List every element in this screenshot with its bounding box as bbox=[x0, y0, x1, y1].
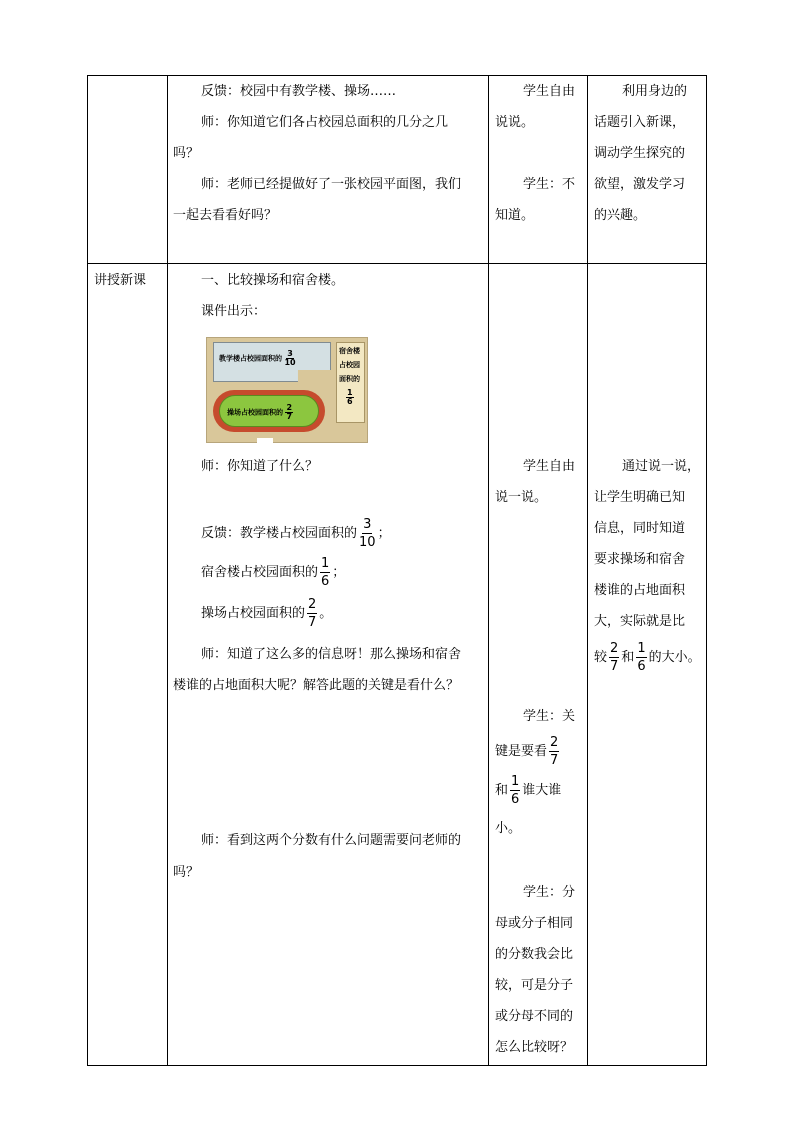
student-key-point: 学生：关 bbox=[523, 709, 576, 724]
intent-line: 要求操场和宿舍 bbox=[594, 552, 686, 567]
intent-line: 话题引入新课， bbox=[594, 115, 686, 130]
field-fraction: $\frac{2}{7}$ bbox=[286, 403, 293, 421]
teacher-question-3: 师：知道了这么多的信息呀！那么操场和宿舍 bbox=[201, 647, 462, 662]
feedback-field: 操场占校园面积的 $\frac{2}{7}$ 。 bbox=[201, 597, 333, 630]
teacher-question-cont: 吗？ bbox=[173, 146, 200, 161]
intent-line: 的兴趣。 bbox=[594, 208, 647, 223]
intent-line: 欲望，激发学习 bbox=[594, 177, 686, 192]
fraction-1-6: $\frac{1}{6}$ bbox=[321, 556, 330, 589]
teacher-question: 师：你知道它们各占校园总面积的几分之几 bbox=[201, 115, 449, 130]
courseware-label: 课件出示： bbox=[201, 304, 267, 319]
fraction-1-6: $\frac{1}{6}$ bbox=[511, 774, 520, 807]
intent-line: 让学生明确已知 bbox=[594, 490, 686, 505]
dorm-label-line: 面积的 bbox=[339, 375, 360, 383]
campus-map-image bbox=[206, 337, 368, 443]
student-question-cont: 的分数我会比 bbox=[495, 947, 574, 962]
student-response-cont: 说说。 bbox=[495, 115, 535, 130]
intent-line: 调动学生探究的 bbox=[594, 146, 686, 161]
student-question-cont: 怎么比较呀？ bbox=[495, 1040, 574, 1055]
fraction-3-10: $\frac{3}{10}$ bbox=[359, 517, 376, 550]
table-top-border bbox=[87, 75, 707, 76]
teacher-question-2: 师：你知道了什么？ bbox=[201, 459, 319, 474]
student-key-point-cont: 和 $\frac{1}{6}$ 谁大谁 bbox=[495, 774, 562, 807]
section-heading: 一、比较操场和宿舍楼。 bbox=[201, 273, 345, 288]
feedback-text: 反馈：校园中有教学楼、操场…… bbox=[201, 84, 397, 99]
table-right-border bbox=[706, 75, 707, 1066]
section-label: 讲授新课 bbox=[94, 273, 147, 288]
feedback-dorm: 宿舍楼占校园面积的 $\frac{1}{6}$ ； bbox=[201, 556, 346, 589]
column-divider-3 bbox=[587, 75, 588, 1066]
student-question-cont: 较，可是分子 bbox=[495, 978, 574, 993]
fraction-1-6: $\frac{1}{6}$ bbox=[637, 641, 646, 674]
feedback-teaching: 反馈：教学楼占校园面积的 $\frac{3}{10}$ ； bbox=[201, 517, 391, 550]
student-answer-cont: 知道。 bbox=[495, 208, 535, 223]
table-bottom-border bbox=[87, 1065, 707, 1066]
teaching-fraction: $\frac{3}{10}$ bbox=[284, 349, 296, 367]
teacher-question-4: 师：看到这两个分数有什么问题需要问老师的 bbox=[201, 833, 462, 848]
teacher-invite: 师：老师已经提做好了一张校园平面图，我们 bbox=[201, 177, 462, 192]
student-key-point-cont: 键是要看 $\frac{2}{7}$ bbox=[495, 735, 559, 768]
intent-line: 大，实际就是比 bbox=[594, 614, 686, 629]
intent-compare-line: 较 $\frac{2}{7}$ 和 $\frac{1}{6}$ 的大小。 bbox=[594, 641, 701, 674]
teacher-invite-cont: 一起去看看好吗？ bbox=[173, 208, 278, 223]
dorm-label-line: 占校园 bbox=[339, 361, 360, 369]
student-question-cont: 或分母不同的 bbox=[495, 1009, 574, 1024]
intent-line: 利用身边的 bbox=[622, 84, 688, 99]
student-free-talk-cont: 说一说。 bbox=[495, 490, 548, 505]
student-free-talk: 学生自由 bbox=[523, 459, 576, 474]
dorm-label-line: 宿舍楼 bbox=[339, 347, 360, 355]
teacher-question-4-cont: 吗？ bbox=[173, 865, 200, 880]
student-key-point-end: 小。 bbox=[495, 821, 522, 836]
column-divider-1 bbox=[167, 75, 168, 1066]
row-divider bbox=[87, 263, 707, 264]
intent-line: 通过说一说， bbox=[622, 459, 701, 474]
column-divider-2 bbox=[488, 75, 489, 1066]
table-left-border bbox=[87, 75, 88, 1066]
field-label: 操场占校园面积的 $\frac{2}{7}$ bbox=[227, 403, 293, 421]
student-question: 学生：分 bbox=[523, 885, 576, 900]
intent-line: 信息，同时知道 bbox=[594, 521, 686, 536]
fraction-2-7: $\frac{2}{7}$ bbox=[550, 735, 559, 768]
teaching-building-label: 教学楼占校园面积的 $\frac{3}{10}$ bbox=[219, 349, 296, 367]
student-response: 学生自由 bbox=[523, 84, 576, 99]
student-answer: 学生：不 bbox=[523, 177, 576, 192]
intent-line: 楼谁的占地面积 bbox=[594, 583, 686, 598]
fraction-2-7: $\frac{2}{7}$ bbox=[308, 597, 317, 630]
student-question-cont: 母或分子相同 bbox=[495, 916, 574, 931]
teacher-question-3-cont: 楼谁的占地面积大呢？解答此题的关键是看什么？ bbox=[173, 678, 460, 693]
school-gate bbox=[257, 438, 273, 443]
dorm-fraction: $\frac{1}{6}$ bbox=[347, 388, 353, 406]
fraction-2-7: $\frac{2}{7}$ bbox=[610, 641, 619, 674]
